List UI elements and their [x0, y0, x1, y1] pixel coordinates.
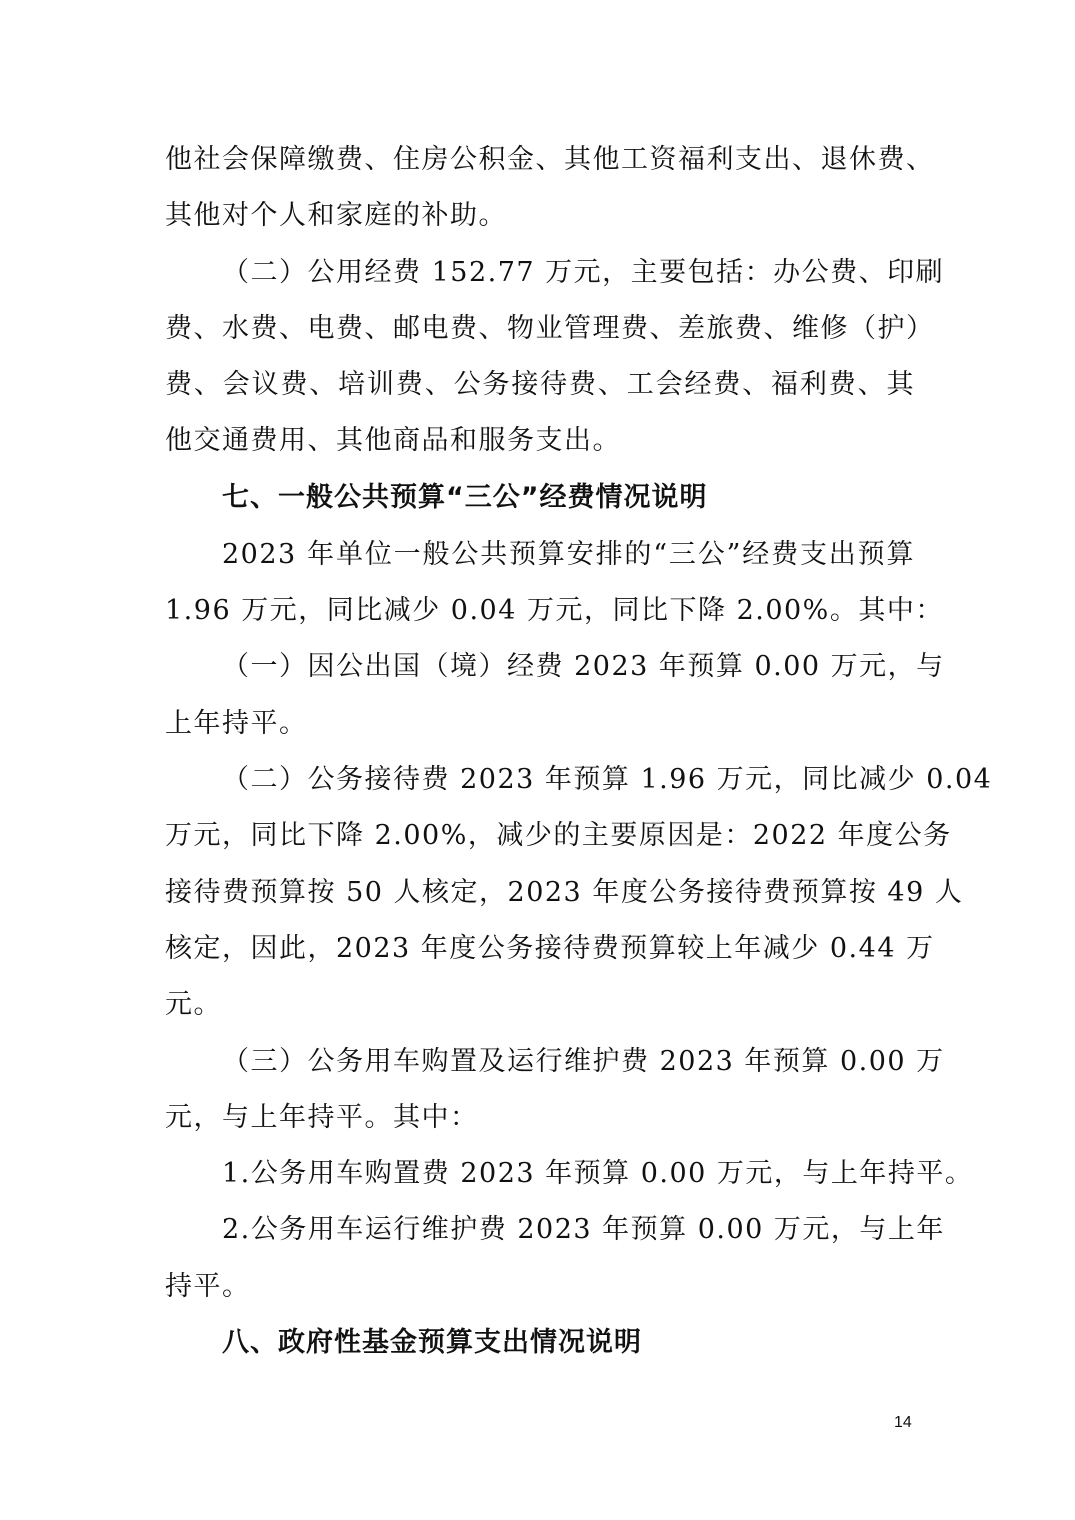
body-text-line: 万元，同比下降 2.00%，减少的主要原因是：2022 年度公务	[165, 820, 952, 851]
paragraph-public-expenses: （二）公用经费 152.77 万元，主要包括：办公费、印刷	[222, 257, 945, 288]
body-text-line: 核定，因此，2023 年度公务接待费预算较上年减少 0.44 万	[165, 933, 935, 964]
section-heading-eight: 八、政府性基金预算支出情况说明	[222, 1327, 642, 1358]
body-text-line: 接待费预算按 50 人核定，2023 年度公务接待费预算按 49 人	[165, 877, 964, 908]
body-text-line: 费、会议费、培训费、公务接待费、工会经费、福利费、其	[165, 369, 915, 400]
body-text-line: 他交通费用、其他商品和服务支出。	[165, 425, 621, 456]
body-text-line: 1.96 万元，同比减少 0.04 万元，同比下降 2.00%。其中：	[165, 595, 944, 626]
list-item-vehicle-maintenance: 2.公务用车运行维护费 2023 年预算 0.00 万元，与上年	[222, 1214, 945, 1245]
paragraph-overseas-travel: （一）因公出国（境）经费 2023 年预算 0.00 万元，与	[222, 651, 945, 682]
page-number: 14	[894, 1414, 912, 1431]
paragraph-vehicle-expenses: （三）公务用车购置及运行维护费 2023 年预算 0.00 万	[222, 1046, 945, 1077]
body-text-line: 他社会保障缴费、住房公积金、其他工资福利支出、退休费、	[165, 144, 935, 175]
body-text-line: 持平。	[165, 1271, 251, 1302]
body-text-line: 费、水费、电费、邮电费、物业管理费、差旅费、维修（护）	[165, 313, 935, 344]
list-item-vehicle-purchase: 1.公务用车购置费 2023 年预算 0.00 万元，与上年持平。	[222, 1158, 974, 1189]
paragraph-reception-expenses: （二）公务接待费 2023 年预算 1.96 万元，同比减少 0.04	[222, 764, 993, 795]
body-text-line: 其他对个人和家庭的补助。	[165, 200, 507, 231]
body-text-line: 元，与上年持平。其中：	[165, 1102, 479, 1133]
paragraph-three-public-summary: 2023 年单位一般公共预算安排的“三公”经费支出预算	[222, 539, 915, 570]
body-text-line: 元。	[165, 989, 222, 1020]
section-heading-seven: 七、一般公共预算“三公”经费情况说明	[222, 482, 708, 513]
body-text-line: 上年持平。	[165, 708, 308, 739]
